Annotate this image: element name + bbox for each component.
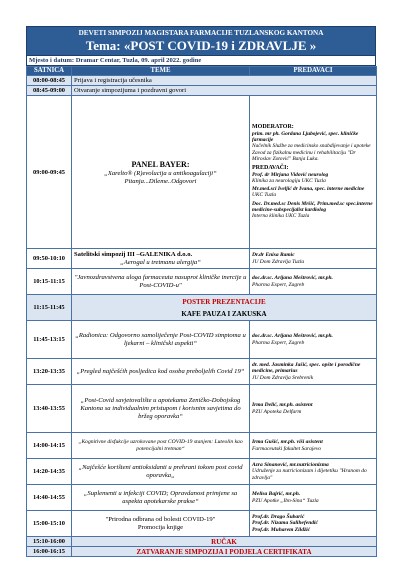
moderator-name: prim. mr ph. Gordana Ljubojević, spec. kliničke farmacije: [252, 130, 359, 144]
moderator-affiliation: Načelnik Službe za medicinsko snabdijevanje i apoteke Zavod za fizikalnu medicinu i rehabilitaciju "Dr Miroslav Zotović" Banja Luka.: [252, 143, 371, 162]
speaker-cell: [250, 485, 377, 511]
column-header-time: SATNICA: [27, 67, 72, 76]
table-row: [27, 269, 377, 295]
poster-presentations: POSTER PREZENTACIJE: [182, 297, 266, 306]
speaker-cell: [250, 321, 377, 359]
topic-cell: Otvaranje simpozijuma i pozdravni govori: [72, 86, 377, 96]
speaker-affiliation: Pharma Expert, Zagreb: [252, 281, 305, 288]
speaker-cell: [250, 511, 377, 537]
time-cell: 11:45-13:15: [27, 321, 72, 359]
table-row: [27, 295, 377, 321]
speaker-name: Prof.dr. Muharem Zildžić: [252, 526, 311, 533]
column-header-topic: TEME: [72, 67, 250, 76]
time-cell: 14:40-14:55: [27, 485, 72, 511]
closing-cell: ZATVARANJE SIMPOZIJA I PODJELA CERTIFIKATA: [72, 547, 377, 557]
table-row: [27, 537, 377, 547]
speaker-cell: [250, 269, 377, 295]
book-promotion: Promocija knjige: [137, 523, 184, 531]
break-cell: [72, 295, 377, 321]
topic-cell: „Suplementi u infekciji COVID; Opravdanost primjene sa aspekta apotekarske prakse“: [72, 485, 250, 511]
speaker-cell: [250, 96, 377, 249]
speaker-affiliation: PZU Apoteka Delfarm: [252, 408, 302, 415]
speaker-name: Prof.dr. Drago Šubarić: [252, 513, 305, 520]
table-row: [27, 86, 377, 96]
time-cell: 08:00-08:45: [27, 76, 72, 86]
time-cell: 15:00-15:10: [27, 511, 72, 537]
coffee-break: KAFE PAUZA I ZAKUSKA: [181, 309, 267, 318]
speaker-affiliation: Interna klinika UKC Tuzla: [252, 213, 310, 220]
speaker-name: Prof. dr Mirjana Vidović neurolog: [252, 171, 329, 178]
table-row: [27, 249, 377, 269]
topic-cell: „Radionica: Odgovorno samoliječenje Post-COVID simptoma u ljekarni – kliničski aspekti“: [72, 321, 250, 359]
table-row: [27, 96, 377, 249]
topic-cell: „Post-Covid savjetovalište u apotekama Zeničko-Dobojskog Kantona sa individualnim pristupom i korisnim savjetima do bržeg oporavka“: [72, 385, 250, 433]
program-table: [26, 66, 377, 557]
speaker-name: Irma Delić, mr.ph. asistent: [252, 402, 313, 408]
table-row: [27, 433, 377, 459]
speaker-name: Azra Sinanović, mr.nutricionizma: [252, 461, 329, 468]
moderator-label: MODERATOR:: [252, 124, 294, 131]
time-cell: 15:10-16:00: [27, 537, 72, 547]
speaker-affiliation: Farmaceutski fakultet Sarajevo: [252, 445, 322, 452]
program-header: [26, 26, 376, 56]
topic-cell: „Najčešće korišteni antioksidanti u prehrani tokom post covid oporavka„: [72, 459, 250, 485]
time-cell: 10:15-11:15: [27, 269, 72, 295]
topic-sponsor: Satelitski simpozij III –GALENIKA d.o.o.: [74, 250, 193, 258]
speaker-name: Doc. Dr.med.sc Denis Mršić, Prim.med.sc spec.interne medicine-subspecijalist kardiolog: [252, 200, 373, 213]
time-cell: 09:50-10:10: [27, 249, 72, 269]
topic-text: „Xarelto® (R)evolucija u antikoagulaciji“ Pitanja...Dileme..Odgovori: [104, 169, 217, 185]
speaker-affiliation: PZU Apotke „Ibn-Sina“ Tuzla: [252, 497, 319, 504]
topic-cell: Prijava i registracija učesnika: [72, 76, 377, 86]
program-sheet: [26, 26, 376, 557]
speaker-cell: [250, 459, 377, 485]
topic-cell: [72, 249, 250, 269]
speaker-cell: [250, 249, 377, 269]
time-cell: 14:20-14:35: [27, 459, 72, 485]
topic-cell: "Javnozdravstvena uloga farmaceuta nasuprot kliničke inercije u Post-COVID-u": [72, 269, 250, 295]
speaker-name: Irma Gušić, mr.ph. viši asistent: [252, 439, 323, 445]
speakers-label: PREDAVAČI:: [252, 165, 289, 172]
symposium-title: DEVETI SIMPOZIJ MAGISTARA FARMACIJE TUZLANSKOG KANTONA: [78, 29, 324, 37]
topic-cell: „Pregled najčešćih posljedica kod osoba preboljelih Covid 19“: [72, 359, 250, 385]
topic-cell: [72, 96, 250, 249]
time-cell: 11:15-11:45: [27, 295, 72, 321]
speaker-affiliation: Pharma Expert, Zagreb: [252, 339, 305, 346]
speaker-name: dr. med. Jasminka Jašić, spec. opšte i porodične medicine, primarius: [252, 361, 361, 375]
speaker-name: Mr.med.sci Iveljić dr Ivana, spec. interne medicine: [252, 186, 365, 193]
lunch-cell: RUČAK: [72, 537, 377, 547]
speaker-affiliation: Udruženje za nutricionizam i dijetetiku "Hranom do zdravlja": [252, 468, 367, 481]
column-header-speaker: PREDAVAČI: [250, 67, 377, 76]
speaker-cell: [250, 385, 377, 433]
table-row: [27, 511, 377, 537]
time-cell: 16:00-16:15: [27, 547, 72, 557]
table-row: [27, 76, 377, 86]
time-cell: 08:45-09:00: [27, 86, 72, 96]
theme-title: Tema: «POST COVID-19 i ZDRAVLJE »: [85, 38, 317, 53]
table-row: [27, 459, 377, 485]
speaker-cell: [250, 359, 377, 385]
column-header-row: [27, 67, 377, 76]
time-cell: 14:00-14:15: [27, 433, 72, 459]
panel-title: PANEL BAYER:: [131, 159, 190, 169]
speaker-name: Dr.dr Enisa Ramic: [252, 252, 295, 258]
table-row: [27, 321, 377, 359]
table-row: [27, 547, 377, 557]
topic-text: "Prirodna odbrana od bolesti COVID-19": [105, 515, 216, 523]
topic-cell: [72, 511, 250, 537]
topic-cell: „Kognitivne disfukcije uzrokovane post COVID-19 stanjem: Luteolin kao potencijalni tretman“: [72, 433, 250, 459]
speaker-name: doc.dr.sc. Arijana Meštrović, mr.ph.: [252, 333, 333, 339]
speaker-name: doc.dr.sc. Arijana Meštrović, mr.ph.: [252, 275, 333, 281]
time-cell: 13:20-13:35: [27, 359, 72, 385]
speaker-name: Melisa Bajrić, mr.ph.: [252, 491, 301, 497]
speaker-affiliation: JU Dom Zdravlja Srebrenik: [252, 374, 314, 381]
table-row: [27, 485, 377, 511]
speaker-name: Prof.dr. Nizama Salihefendić: [252, 520, 319, 527]
topic-text: „Aerogal u tretmanu alergija“: [120, 258, 201, 266]
table-row: [27, 385, 377, 433]
speaker-cell: [250, 433, 377, 459]
time-cell: 09:00-09:45: [27, 96, 72, 249]
speaker-affiliation: UKC Tuzla: [252, 192, 277, 199]
speaker-affiliation: JU Dom Zdravlja Tuzla: [252, 258, 305, 265]
speaker-affiliation: Klinika za neurologiju UKC Tuzla: [252, 177, 326, 184]
time-cell: 13:40-13:55: [27, 385, 72, 433]
table-row: [27, 359, 377, 385]
location-date: Mjesto i datum: Dramar Centar, Tuzla, 09. april 2022. godine: [26, 56, 376, 66]
